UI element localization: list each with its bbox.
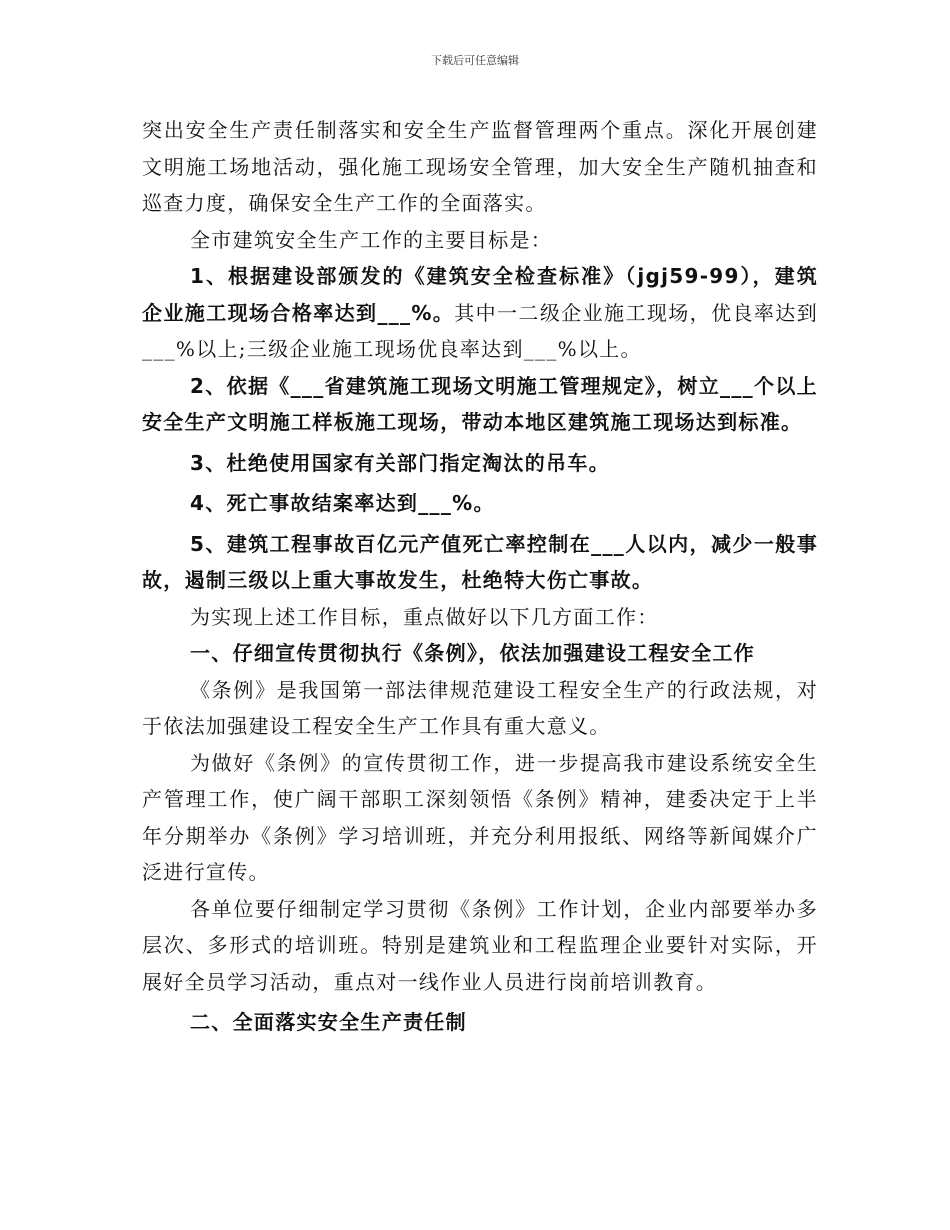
section-heading-1: 一、仔细宣传贯彻执行《条例》，依法加强建设工程安全工作 (190, 641, 756, 665)
document-body (142, 112, 818, 1041)
paragraph-2: 全市建筑安全生产工作的主要目标是： (190, 227, 553, 252)
paragraph-intro-work: 为实现上述工作目标，重点做好以下几方面工作： (190, 604, 659, 629)
paragraph-regulation: 《条例》是我国第一部法律规范建设工程安全生产的行政法规，对于依法加强建设工程安全生产工作具有重大意义。 (142, 677, 818, 738)
goal-1-regular: 其中一二级企业施工现场，优良率达到___%以上;三级企业施工现场优良率达到___%以上。 (142, 300, 818, 361)
paragraph-1: 突出安全生产责任制落实和安全生产监督管理两个重点。深化开展创建文明施工场地活动，强化施工现场安全管理，加大安全生产随机抽查和巡查力度，确保安全生产工作的全面落实。 (142, 118, 818, 215)
paragraph-training: 各单位要仔细制定学习贯彻《条例》工作计划，企业内部要举办多层次、多形式的培训班。特别是建筑业和工程监理企业要针对实际，开展好全员学习活动，重点对一线作业人员进行岗前培训教育。 (142, 896, 818, 994)
goal-4: 4、死亡事故结案率达到___%。 (190, 491, 495, 515)
section-heading-2: 二、全面落实安全生产责任制 (190, 1010, 467, 1034)
page-header: 下载后可任意编辑 (431, 54, 519, 67)
goal-3: 3、杜绝使用国家有关部门指定淘汰的吊车。 (190, 450, 610, 475)
goal-2: 2、依据《___省建筑施工现场文明施工管理规定》，树立___个以上安全生产文明施工样板施工现场，带动本地区建筑施工现场达到标准。 (142, 373, 818, 434)
paragraph-publicity: 为做好《条例》的宣传贯彻工作，进一步提高我市建设系统安全生产管理工作，使广阔干部职工深刻领悟《条例》精神，建委决定于上半年分期举办《条例》学习培训班，并充分利用报纸、网络等新闻媒介广泛进行宣传。 (142, 750, 818, 884)
goal-1-bold: 1、根据建设部颁发的《建筑安全检查标准》（jgj59-99），建筑企业施工现场合格率达到___%。 (142, 264, 818, 325)
paragraph-3 (142, 258, 818, 368)
goal-5: 5、建筑工程事故百亿元产值死亡率控制在___人以内，减少一般事故，遏制三级以上重大事故发生，杜绝特大伤亡事故。 (142, 531, 818, 592)
